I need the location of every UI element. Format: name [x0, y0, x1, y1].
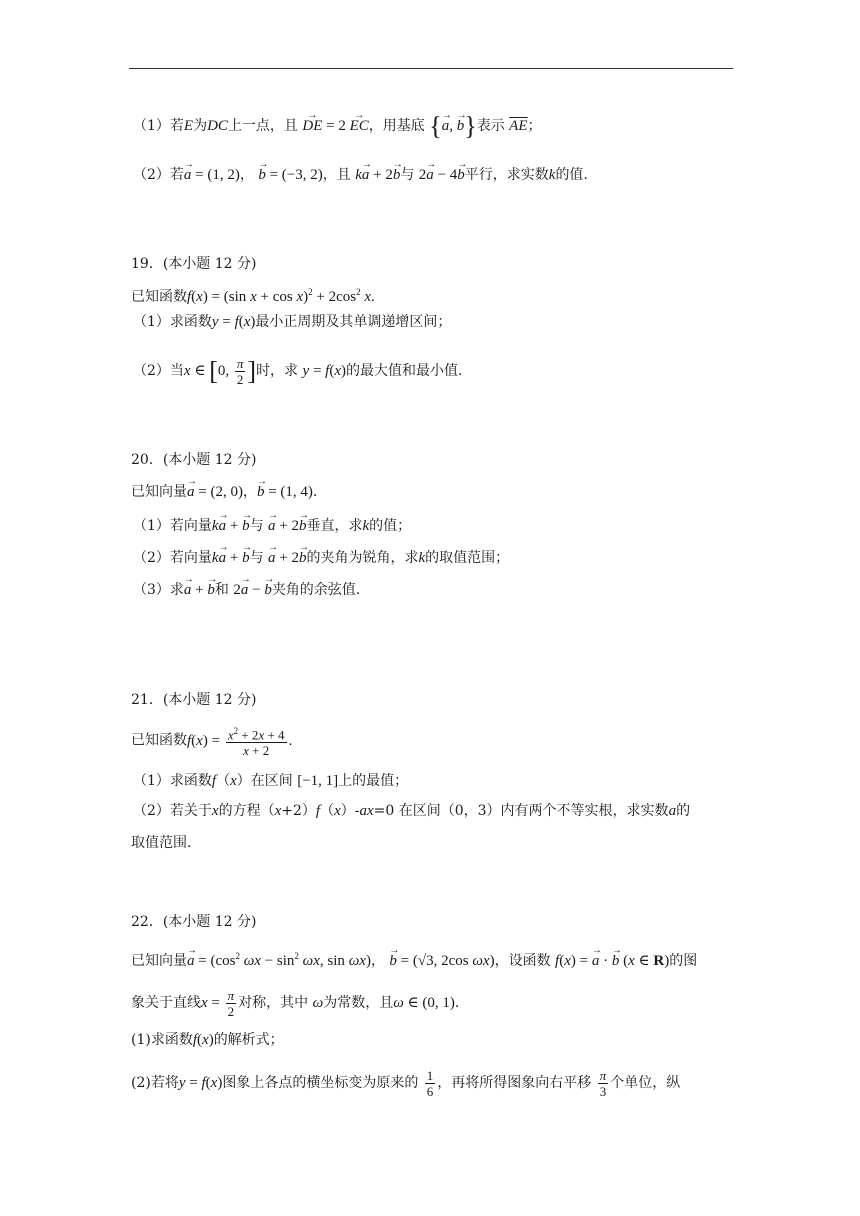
q21-part1: （1）求函数f（x）在区间 [−1, 1]上的最值； — [133, 773, 409, 789]
q20-header: 20．(本小题 12 分) — [131, 452, 257, 468]
q19-part1: （1）求函数y = f(x)最小正周期及其单调递增区间； — [133, 314, 452, 330]
q19-header: 19．(本小题 12 分) — [131, 256, 257, 272]
q18-part1: （1）若E为DC上一点，且 → DE = 2 → EC，用基底 {→ a, → b}表示 $\overline{AE}$； — [133, 116, 541, 137]
q21-intro: 已知函数f(x) = $\frac{x^2 + 2x + 4}{x + 2}$ . — [131, 726, 293, 759]
q21-header: 21．(本小题 12 分) — [131, 692, 257, 708]
q22-part2: (2)若将y = f(x)图象上各点的横坐标变为原来的 $\frac{1}{6}$ ，再将所得图象向右平移 $\frac{\pi}{3}$ 个单位，纵 — [131, 1068, 681, 1099]
q19-intro: 已知函数f(x) = (sin $x + \cos x)^2 + 2\cos^2$ x. — [131, 287, 375, 305]
q21-part2: （2）若关于x的方程（x+2）f（x）-ax=0 在区间（0，3）内有两个不等实根，求实数a的 — [133, 803, 691, 819]
q20-part1: （1）若向量k→ a + → b与 → a + 2→ b垂直，求k的值； — [133, 516, 411, 536]
q22-intro: 已知向量→ $a = (\cos^2$ $\omega x - \sin^2 \omega x$, sin ωx)， → b = (√3, 2cos ωx)，设函数 f(x) = → a · → b (x ∈ R)的图 — [131, 946, 697, 971]
q20-part2: （2）若向量k→ a + → b与 → a + 2→ b的夹角为锐角，求k的取值范围； — [133, 548, 509, 568]
q20-intro: 已知向量→ a = (2, 0)，→ b = (1, 4). — [131, 482, 317, 502]
q20-part3: （3）求→ a + → b和 2→ a − → b夹角的余弦值. — [133, 580, 360, 600]
q21-part2-cont: 取值范围. — [131, 835, 192, 851]
q22-line2: 象关于直线x = $\frac{\pi}{2}$ 对称，其中 ω为常数，且ω ∈ (0, 1). — [131, 988, 460, 1019]
q22-header: 22．(本小题 12 分) — [131, 914, 257, 930]
q18-part2: （2）若→ a = (1, 2)， → b = (−3, 2)，且 k→ a + 2→ b与 2→ a − 4→ b平行，求实数k的值. — [133, 165, 588, 185]
q22-part1: (1)求函数f(x)的解析式； — [131, 1032, 284, 1048]
q19-part2: （2）当x ∈ [0, $\frac{\pi}{2}$ ]时，求 y = f(x)的最大值和最小值. — [133, 356, 463, 387]
header-rule — [129, 68, 733, 69]
